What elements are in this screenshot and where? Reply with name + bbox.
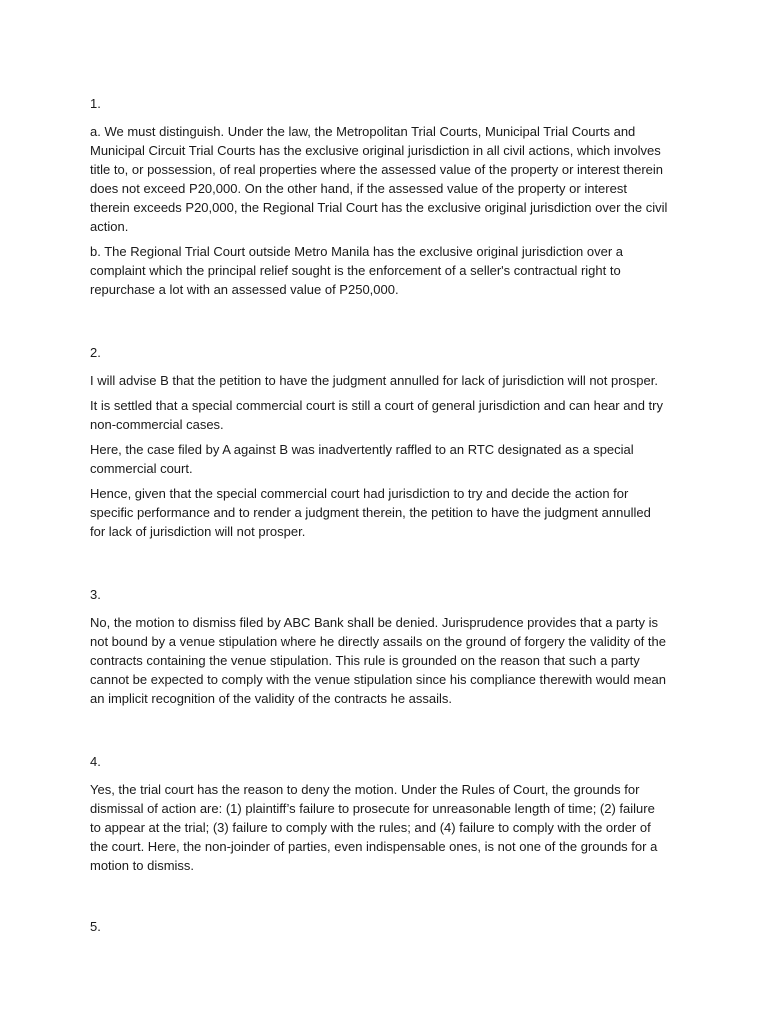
answer-1 (90, 94, 668, 299)
answer-number: 3. (90, 587, 101, 602)
section-gap (90, 305, 668, 343)
paragraph: Here, the case filed by A against B was inadvertently raffled to an RTC designated as a special commercial court. (90, 442, 634, 476)
answer-number: 1. (90, 96, 101, 111)
paragraph: Hence, given that the special commercial court had jurisdiction to try and decide the action for specific performance and to render a judgment therein, the petition to have the judgment annulled for lack of jurisdiction will not prosper. (90, 486, 651, 539)
section-gap (90, 881, 668, 917)
paragraph: b. The Regional Trial Court outside Metro Manila has the exclusive original jurisdiction over a complaint which the principal relief sought is the enforcement of a seller's contractual right to repurchase a lot with an assessed value of P250,000. (90, 244, 624, 297)
answer-number: 2. (90, 345, 101, 360)
section-gap (90, 547, 668, 585)
paragraph: a. We must distinguish. Under the law, the Metropolitan Trial Courts, Municipal Trial Courts and Municipal Circuit Trial Courts has the exclusive original jurisdiction in all civil actions, which involves title to, or possession, of real properties where the assessed value of the property or interest therein does not exceed P20,000. On the other hand, if the assessed value of the property or interest therein exceeds P20,000, the Regional Trial Court has the exclusive original jurisdiction over the civil action. (90, 124, 668, 234)
paragraph: I will advise B that the petition to have the judgment annulled for lack of jurisdiction will not prosper. (90, 373, 658, 388)
paragraph: No, the motion to dismiss filed by ABC Bank shall be denied. Jurisprudence provides that a party is not bound by a venue stipulation where he directly assails on the ground of forgery the validity of the contracts containing the venue stipulation. This rule is grounded on the reason that such a party cannot be expected to comply with the venue stipulation since his compliance therewith would mean an implicit recognition of the validity of the contracts he assails. (90, 615, 666, 706)
answer-4 (90, 752, 668, 875)
paragraph: It is settled that a special commercial court is still a court of general jurisdiction and can hear and try non-commercial cases. (90, 398, 663, 432)
answer-number: 4. (90, 754, 101, 769)
answer-3 (90, 585, 668, 708)
answer-5 (90, 917, 668, 936)
section-gap (90, 714, 668, 752)
paragraph: Yes, the trial court has the reason to deny the motion. Under the Rules of Court, the grounds for dismissal of action are: (1) plaintiff’s failure to prosecute for unreasonable length of time; (2) failure to appear at the trial; (3) failure to comply with the rules; and (4) failure to comply with the order of the court. Here, the non-joinder of parties, even indispensable ones, is not one of the grounds for a motion to dismiss. (90, 782, 658, 873)
answer-2 (90, 343, 668, 541)
answer-number: 5. (90, 919, 101, 934)
